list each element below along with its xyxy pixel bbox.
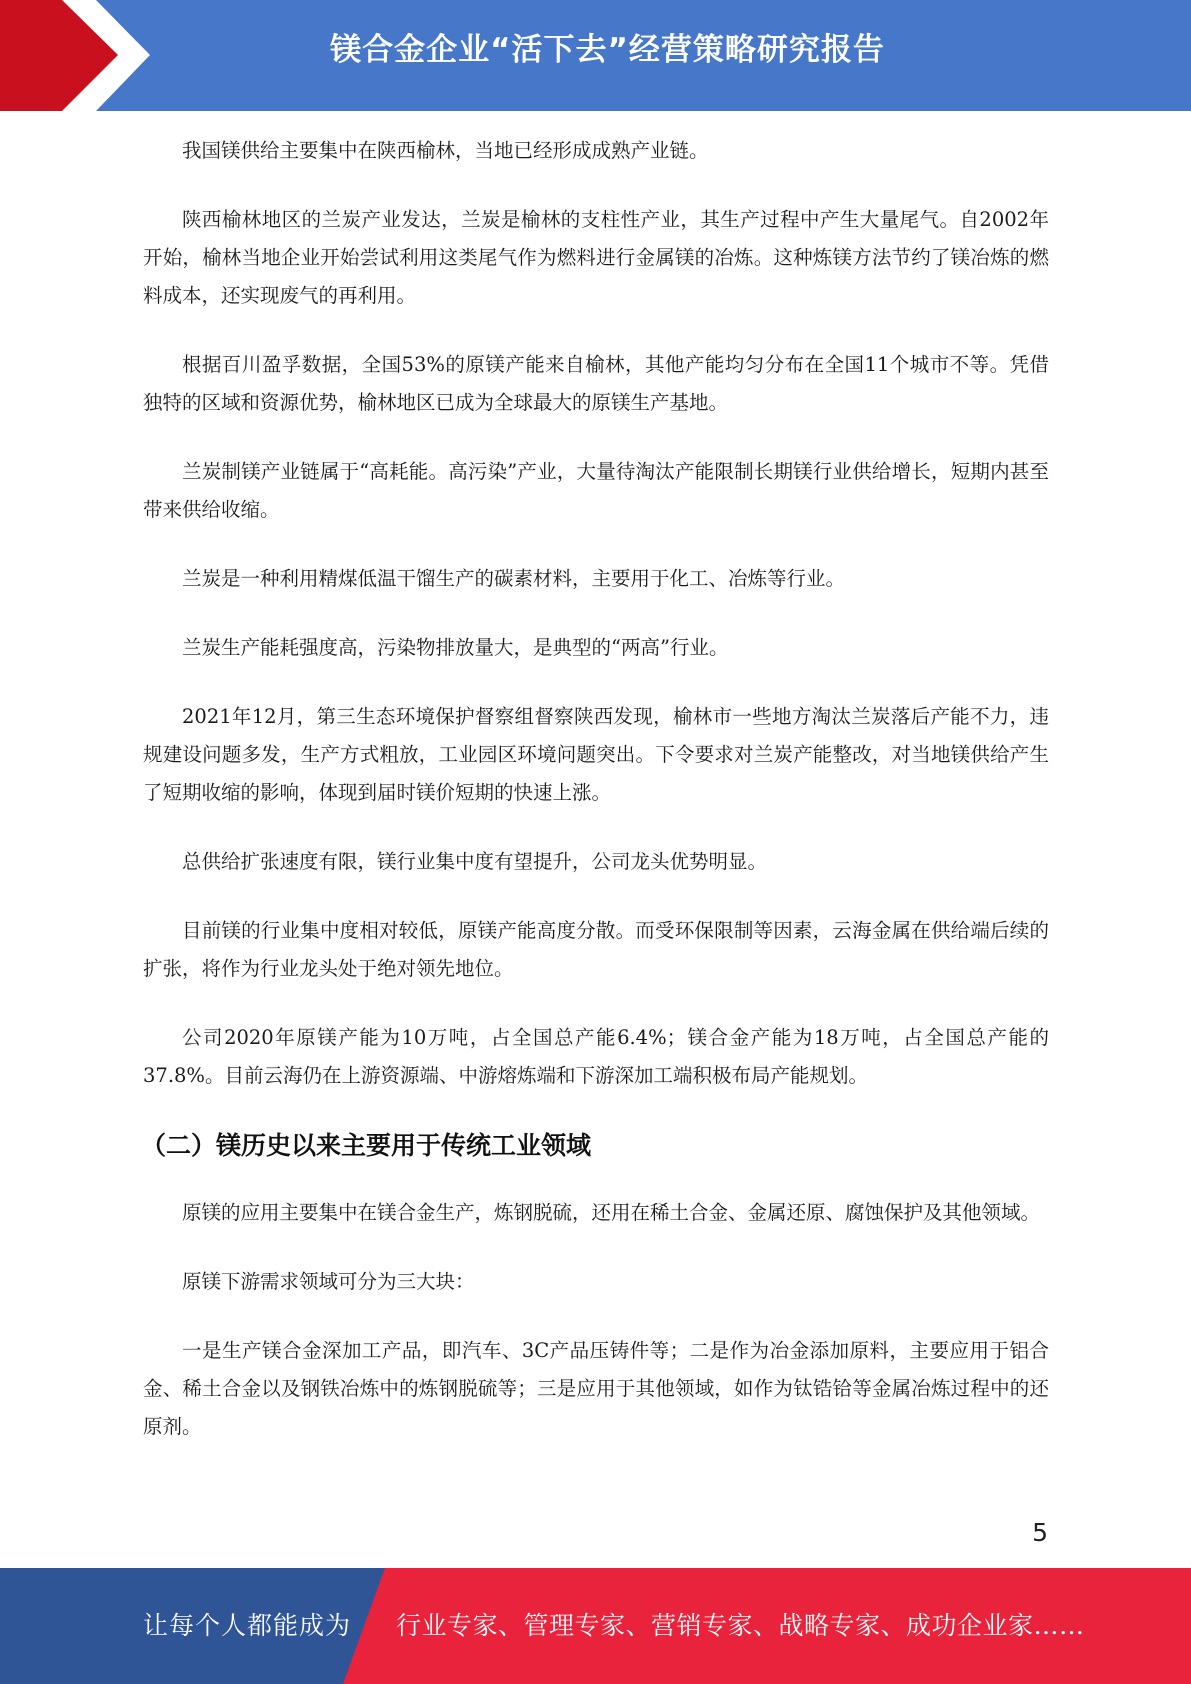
footer-slogan-left: 让每个人都能成为: [143, 1611, 352, 1640]
paragraph-supply-expansion: 总供给扩张速度有限，镁行业集中度有望提升，公司龙头优势明显。: [182, 850, 768, 873]
paragraph-applications: 原镁的应用主要集中在镁合金生产，炼钢脱硫，还用在稀土合金、金属还原、腐蚀保护及其他领域。: [182, 1201, 1041, 1224]
paragraph-concentration: 目前镁的行业集中度相对较低，原镁产能高度分散。而受环保限制等因素，云海金属在供给端后续的扩张，将作为行业龙头处于绝对领先地位。: [143, 919, 1049, 980]
paragraph-lantan-industry: 陕西榆林地区的兰炭产业发达，兰炭是榆林的支柱性产业，其生产过程中产生大量尾气。自2002年开始，榆林当地企业开始尝试利用这类尾气作为燃料进行金属镁的冶炼。这种炼镁方法节约了镁冶炼的燃料成本，还实现废气的再利用。: [143, 208, 1049, 307]
page-number: 5: [1032, 1518, 1048, 1547]
paragraph-two-highs: 兰炭生产能耗强度高，污染物排放量大，是典型的“两高”行业。: [182, 636, 729, 659]
header-band: [0, 0, 1191, 111]
report-title: 镁合金企业“活下去”经营策略研究报告: [330, 32, 885, 68]
paragraph-lantan-definition: 兰炭是一种利用精煤低温干馏生产的碳素材料，主要用于化工、冶炼等行业。: [182, 567, 846, 590]
paragraph-capacity-share: 根据百川盈孚数据，全国53%的原镁产能来自榆林，其他产能均匀分布在全国11个城市不等。凭借独特的区域和资源优势，榆林地区已成为全球最大的原镁生产基地。: [143, 353, 1049, 414]
footer-band: [0, 1568, 1191, 1684]
document-body: [143, 132, 1049, 1477]
paragraph-yulin-supply: 我国镁供给主要集中在陕西榆林，当地已经形成成熟产业链。: [182, 139, 709, 162]
paragraph-three-blocks: 一是生产镁合金深加工产品，即汽车、3C产品压铸件等；二是作为冶金添加原料，主要应用于铝合金、稀土合金以及钢铁冶炼中的炼钢脱硫等；三是应用于其他领域，如作为钛锆铪等金属冶炼过程中的还原剂。: [143, 1339, 1049, 1438]
section-heading: （二）镁历史以来主要用于传统工业领域: [141, 1131, 592, 1160]
paragraph-inspection-2021: 2021年12月，第三生态环境保护督察组督察陕西发现，榆林市一些地方淘汰兰炭落后产能不力，违规建设问题多发，生产方式粗放，工业园区环境问题突出。下令要求对兰炭产能整改，对当地镁供给产生了短期收缩的影响，体现到届时镁价短期的快速上涨。: [143, 705, 1049, 804]
paragraph-demand-areas: 原镁下游需求领域可分为三大块：: [182, 1270, 475, 1293]
paragraph-high-pollution: 兰炭制镁产业链属于“高耗能。高污染”产业，大量待淘汰产能限制长期镁行业供给增长，短期内甚至带来供给收缩。: [143, 460, 1049, 521]
footer-slogan-right: 行业专家、管理专家、营销专家、战略专家、成功企业家……: [396, 1611, 1085, 1640]
paragraph-company-capacity: 公司2020年原镁产能为10万吨，占全国总产能6.4%；镁合金产能为18万吨，占全国总产能的37.8%。目前云海仍在上游资源端、中游熔炼端和下游深加工端积极布局产能规划。: [143, 1026, 1049, 1087]
